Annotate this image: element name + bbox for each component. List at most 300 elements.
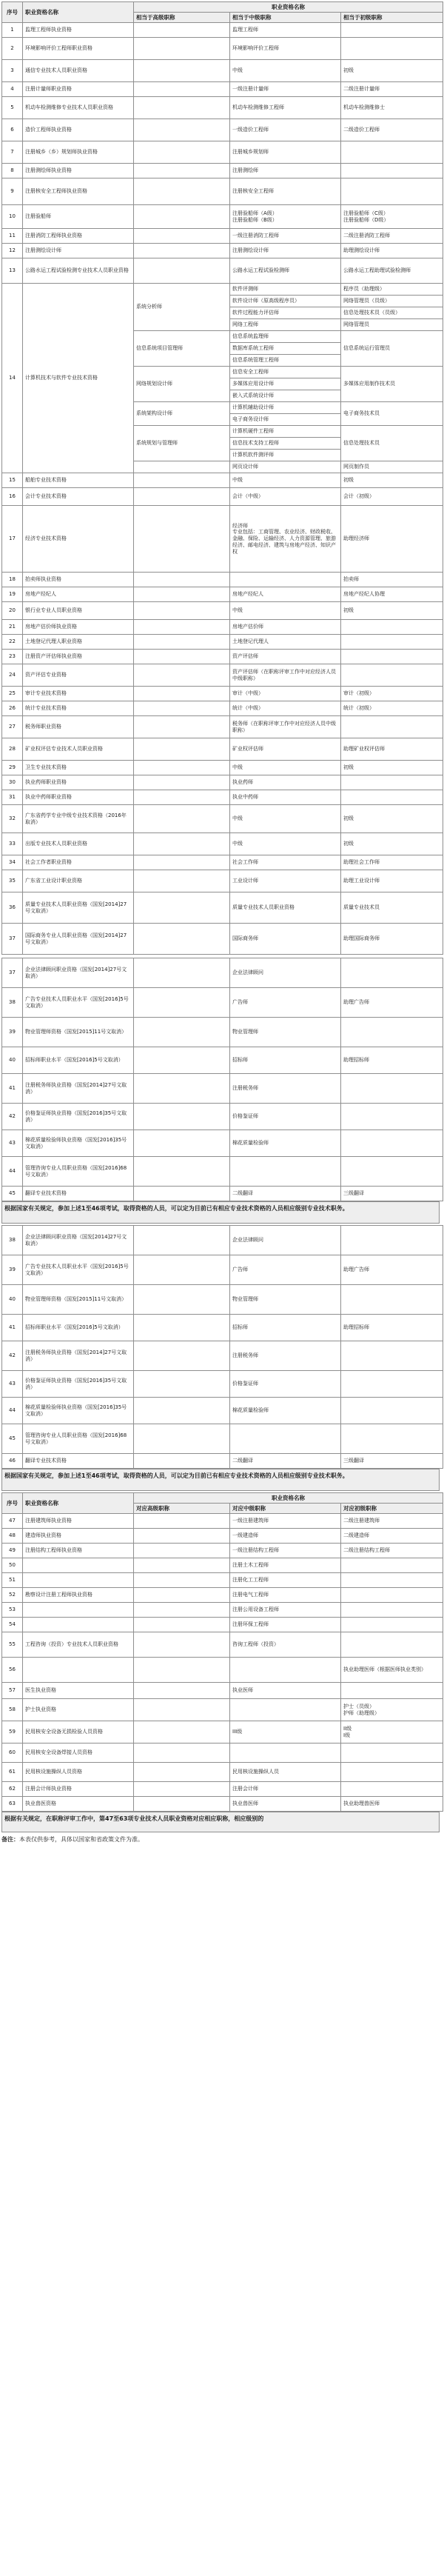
senior-title — [134, 988, 230, 1018]
junior-title: 审计（初级） — [341, 687, 443, 701]
junior-title — [341, 1398, 443, 1424]
senior-title — [134, 119, 230, 141]
junior-title — [341, 664, 443, 687]
qualification-name — [23, 1603, 134, 1618]
junior-title: 助理社会工作师 — [341, 855, 443, 870]
middle-title: 机动车检测维修工程师 — [230, 97, 341, 119]
qualification-name: 注册会计师执业资格 — [23, 1782, 134, 1797]
table-row — [2, 870, 443, 892]
row-number: 12 — [2, 244, 23, 258]
qualification-name: 医生执业资格 — [23, 1683, 134, 1699]
middle-title: 会计（中级） — [230, 488, 341, 506]
table-row — [2, 23, 443, 38]
junior-title: 执业助理兽医师 — [341, 1797, 443, 1812]
row-number: 41 — [2, 1315, 23, 1341]
senior-title — [134, 1797, 230, 1812]
middle-title — [230, 1157, 341, 1187]
junior-title — [341, 716, 443, 738]
qualification-name: 经济专业技术资格 — [23, 506, 134, 573]
qualification-name: 注册计量师职业资格 — [23, 82, 134, 97]
qualification-name: 会计专业技术资格 — [23, 488, 134, 506]
row-number: 6 — [2, 119, 23, 141]
table-row — [2, 506, 443, 573]
table-row — [2, 488, 443, 506]
middle-title: 价格鉴证师 — [230, 1371, 341, 1398]
row-number: 51 — [2, 1573, 23, 1588]
middle-title: 信息系统管理工程师 — [230, 355, 341, 367]
middle-title: 注册验船师（A级） 注册验船师（B级） — [230, 205, 341, 229]
middle-title: 电子商务设计师 — [230, 414, 341, 426]
qualification-table-registered — [1, 1492, 443, 1812]
row-number: 28 — [2, 738, 23, 761]
qualification-name: 广东省工业设计职业资格 — [23, 870, 134, 892]
table-row — [2, 1187, 443, 1201]
row-number: 15 — [2, 473, 23, 488]
qualification-name: 房地产经纪人 — [23, 587, 134, 602]
senior-title — [134, 892, 230, 924]
senior-title — [134, 1683, 230, 1699]
senior-title — [134, 924, 230, 955]
row-number: 11 — [2, 229, 23, 244]
row-number: 5 — [2, 97, 23, 119]
middle-title: 执业兽医师 — [230, 1797, 341, 1812]
middle-title: 计算机硬件工程师 — [230, 426, 341, 438]
middle-title: 棉花质量检验师 — [230, 1398, 341, 1424]
row-number: 44 — [2, 1157, 23, 1187]
middle-title: 资产评估师 — [230, 650, 341, 664]
senior-title — [134, 1763, 230, 1782]
middle-title: 一级建造师 — [230, 1529, 341, 1544]
senior-title: 系统架构设计师 — [134, 402, 230, 426]
middle-title: 网页设计师 — [230, 461, 341, 473]
qualification-name: 管理咨询专业人员职业资格（国发[2016]68号文取消） — [23, 1424, 134, 1454]
table-row — [2, 664, 443, 687]
table-row — [2, 761, 443, 775]
row-number: 56 — [2, 1658, 23, 1683]
junior-title: 质量专业技术员 — [341, 892, 443, 924]
senior-title — [134, 1573, 230, 1588]
junior-title: 信息系统运行管理员 — [341, 331, 443, 367]
junior-title — [341, 1744, 443, 1763]
table-row — [2, 97, 443, 119]
qualification-name: 企业法律顾问职业资格（国发[2014]27号文取消） — [23, 1226, 134, 1255]
senior-title — [134, 650, 230, 664]
row-number: 23 — [2, 650, 23, 664]
middle-title: 中级 — [230, 602, 341, 620]
middle-title: 软件设计师（原高级程序员） — [230, 296, 341, 307]
row-number: 31 — [2, 790, 23, 805]
qualification-name: 质量专业技术人员职业资格（国发[2014]27号文取消） — [23, 892, 134, 924]
senior-title — [134, 1187, 230, 1201]
junior-title — [341, 164, 443, 178]
cancelled-qualifications-table-b — [1, 1225, 443, 1469]
senior-title — [134, 461, 230, 473]
row-number: 3 — [2, 60, 23, 82]
middle-title: 二级翻译 — [230, 1187, 341, 1201]
table-row — [2, 1573, 443, 1588]
table-row — [2, 1371, 443, 1398]
table-row — [2, 164, 443, 178]
table-row — [2, 178, 443, 205]
row-number: 34 — [2, 855, 23, 870]
senior-title — [134, 602, 230, 620]
row-number: 8 — [2, 164, 23, 178]
row-number: 57 — [2, 1683, 23, 1699]
junior-title — [341, 958, 443, 988]
junior-title — [341, 1632, 443, 1658]
junior-title: 二级注册消防工程师 — [341, 229, 443, 244]
junior-title: 二级建造师 — [341, 1529, 443, 1544]
junior-title — [341, 1157, 443, 1187]
qualification-name: 物业管理师资格（国发[2015]11号文取消） — [23, 1285, 134, 1315]
junior-title: 助理广告师 — [341, 988, 443, 1018]
middle-title: 软件评测师 — [230, 284, 341, 296]
middle-title: 广告师 — [230, 988, 341, 1018]
row-number: 61 — [2, 1763, 23, 1782]
middle-title: 网络工程师 — [230, 319, 341, 331]
qualification-name: 机动车检测维修专业技术人员职业资格 — [23, 97, 134, 119]
row-number: 24 — [2, 664, 23, 687]
middle-title: 招标师 — [230, 1315, 341, 1341]
table-row — [2, 1558, 443, 1573]
table-row — [2, 38, 443, 60]
table-row — [2, 1074, 443, 1104]
table-row — [2, 1721, 443, 1744]
row-number: 25 — [2, 687, 23, 701]
table-row — [2, 1588, 443, 1603]
qualification-name: 价格鉴证师执业资格（国发[2016]35号文取消） — [23, 1371, 134, 1398]
footer-text: 本表仅供参考，具体以国家和省政策文件为准。 — [19, 1836, 144, 1843]
qualification-name: 注册消防工程师执业资格 — [23, 229, 134, 244]
row-number: 45 — [2, 1187, 23, 1201]
junior-title — [341, 178, 443, 205]
middle-title: 房地产经纪人 — [230, 587, 341, 602]
row-number: 41 — [2, 1074, 23, 1104]
junior-title: 助理国际商务师 — [341, 924, 443, 955]
row-number: 44 — [2, 1398, 23, 1424]
junior-title: 三级翻译 — [341, 1454, 443, 1469]
senior-title — [134, 1632, 230, 1658]
senior-title — [134, 1544, 230, 1558]
middle-title: 计算机软件测评师 — [230, 450, 341, 461]
row-number: 39 — [2, 1255, 23, 1285]
table-row — [2, 958, 443, 988]
row-number: 20 — [2, 602, 23, 620]
table-row — [2, 805, 443, 833]
cancelled-qualifications-table-a — [1, 958, 443, 1201]
senior-title — [134, 1315, 230, 1341]
middle-title: 棉花质量检验师 — [230, 1130, 341, 1157]
middle-title: 民用核设施操纵人员 — [230, 1763, 341, 1782]
qualification-name: 翻译专业技术资格 — [23, 1454, 134, 1469]
table-row — [2, 701, 443, 716]
senior-title — [134, 60, 230, 82]
row-number: 40 — [2, 1285, 23, 1315]
senior-title — [134, 178, 230, 205]
junior-title — [341, 650, 443, 664]
qualification-name: 注册税务师执业资格（国发[2014]27号文取消） — [23, 1341, 134, 1371]
table-row — [2, 587, 443, 602]
middle-title: 国际商务师 — [230, 924, 341, 955]
table-row — [2, 1529, 443, 1544]
table-row — [2, 738, 443, 761]
senior-title — [134, 805, 230, 833]
middle-title: 中级 — [230, 761, 341, 775]
footer-label: 备注： — [1, 1836, 19, 1843]
junior-title — [341, 1763, 443, 1782]
middle-title: 嵌入式系统设计师 — [230, 390, 341, 402]
row-number: 42 — [2, 1104, 23, 1130]
qualification-name: 资产评估专业资格 — [23, 664, 134, 687]
table-row — [2, 284, 443, 296]
senior-title — [134, 1744, 230, 1763]
row-number: 18 — [2, 573, 23, 587]
row-number: 54 — [2, 1618, 23, 1632]
table-row — [2, 602, 443, 620]
junior-title — [341, 1226, 443, 1255]
senior-title — [134, 833, 230, 855]
table-row — [2, 833, 443, 855]
middle-title: 一级注册结构工程师 — [230, 1544, 341, 1558]
row-number: 59 — [2, 1721, 23, 1744]
middle-title: 统计（中级） — [230, 701, 341, 716]
middle-title: 中级 — [230, 60, 341, 82]
junior-title: 电子商务技术员 — [341, 402, 443, 426]
senior-title — [134, 1018, 230, 1047]
junior-title: 信息处理技术员 — [341, 426, 443, 461]
qualification-name: 价格鉴证师执业资格（国发[2016]35号文取消） — [23, 1104, 134, 1130]
junior-title — [341, 635, 443, 650]
junior-title — [341, 1341, 443, 1371]
qualification-name: 护士执业资格 — [23, 1699, 134, 1721]
qualification-name: 银行业专业人员职业资格 — [23, 602, 134, 620]
middle-title: 多媒体应用设计师 — [230, 378, 341, 390]
senior-title — [134, 1074, 230, 1104]
row-number: 43 — [2, 1130, 23, 1157]
table-row — [2, 573, 443, 587]
row-number: 55 — [2, 1632, 23, 1658]
junior-title — [341, 1683, 443, 1699]
table-row — [2, 1797, 443, 1812]
junior-title: 助理招标师 — [341, 1315, 443, 1341]
senior-title — [134, 1588, 230, 1603]
junior-title: 二级注册计量师 — [341, 82, 443, 97]
senior-title — [134, 141, 230, 164]
junior-title — [341, 1573, 443, 1588]
junior-title — [341, 1618, 443, 1632]
row-number: 60 — [2, 1744, 23, 1763]
table-body — [2, 1226, 443, 1469]
row-number: 45 — [2, 1424, 23, 1454]
junior-title — [341, 1371, 443, 1398]
header-junior: 对应初级职称 — [341, 1504, 443, 1514]
middle-title: 信息安全工程师 — [230, 367, 341, 378]
table-row — [2, 1658, 443, 1683]
row-number: 10 — [2, 205, 23, 229]
middle-title: 公路水运工程试验检测师 — [230, 258, 341, 284]
header-middle: 相当于中级职称 — [230, 13, 341, 23]
qualification-name: 注册测绘师执业资格 — [23, 164, 134, 178]
table-row — [2, 1544, 443, 1558]
junior-title: 初级 — [341, 805, 443, 833]
qualification-name: 执业中药师职业资格 — [23, 790, 134, 805]
senior-title — [134, 1424, 230, 1454]
row-number: 62 — [2, 1782, 23, 1797]
qualification-name: 广东省药学专业中级专业技术资格（2016年取消） — [23, 805, 134, 833]
header-junior: 相当于初级职称 — [341, 13, 443, 23]
row-number: 33 — [2, 833, 23, 855]
senior-title — [134, 1047, 230, 1074]
senior-title — [134, 1130, 230, 1157]
senior-title: 系统分析师 — [134, 284, 230, 331]
senior-title — [134, 1699, 230, 1721]
qualification-name: 拍卖师执业资格 — [23, 573, 134, 587]
junior-title: 执业助理医师（根据医师执业类别） — [341, 1658, 443, 1683]
junior-title: 二级注册结构工程师 — [341, 1544, 443, 1558]
senior-title — [134, 1454, 230, 1469]
qualification-name: 民用核安全设备焊接人员资格 — [23, 1744, 134, 1763]
table-row — [2, 1341, 443, 1371]
middle-title: 软件过程能力评估师 — [230, 307, 341, 319]
row-number: 22 — [2, 635, 23, 650]
senior-title — [134, 1255, 230, 1285]
row-number: 47 — [2, 1514, 23, 1529]
row-number: 58 — [2, 1699, 23, 1721]
middle-title: 物业管理师 — [230, 1285, 341, 1315]
qualification-name: 计算机技术与软件专业技术资格 — [23, 284, 134, 473]
junior-title — [341, 620, 443, 635]
qualification-name: 广告专业技术人员职业水平（国发[2016]5号文取消） — [23, 988, 134, 1018]
qualification-name: 执业兽医资格 — [23, 1797, 134, 1812]
qualification-name: 注册资产评估师执业资格 — [23, 650, 134, 664]
qualification-name: 统计专业技术资格 — [23, 701, 134, 716]
junior-title: 程序员（助理级） — [341, 284, 443, 296]
row-number: 48 — [2, 1529, 23, 1544]
senior-title: 网络规划设计师 — [134, 367, 230, 402]
senior-title — [134, 687, 230, 701]
qualification-name: 注册测绘设计师 — [23, 244, 134, 258]
junior-title — [341, 1782, 443, 1797]
middle-title: 注册土木工程师 — [230, 1558, 341, 1573]
qualification-name: 注册城乡（乡）规划师执业资格 — [23, 141, 134, 164]
header-group: 职业资格名称 — [134, 2, 443, 13]
middle-title — [230, 1744, 341, 1763]
middle-title: 注册测绘师 — [230, 164, 341, 178]
senior-title — [134, 738, 230, 761]
qualification-name: 通信专业技术人员职业资格 — [23, 60, 134, 82]
table-row — [2, 1632, 443, 1658]
qualification-name: 棉花质量检验师执业资格（国发[2016]35号文取消） — [23, 1130, 134, 1157]
notice-text-c: 根据有关规定，在职称评审工作中，第47至63项专业技术人员职业资格对应相应职称，相应级别的 — [1, 1812, 440, 1832]
table-row — [2, 1226, 443, 1255]
table-row — [2, 1104, 443, 1130]
middle-title: 数据库系统工程师 — [230, 343, 341, 355]
qualification-name: 勘察设计注册工程师执业资格 — [23, 1588, 134, 1603]
junior-title — [341, 1285, 443, 1315]
middle-title: 一级注册建筑师 — [230, 1514, 341, 1529]
table-row — [2, 119, 443, 141]
qualification-name: 注册验船师 — [23, 205, 134, 229]
table-row — [2, 892, 443, 924]
middle-title: 二级翻译 — [230, 1454, 341, 1469]
table-row — [2, 988, 443, 1018]
junior-title: 三级翻译 — [341, 1187, 443, 1201]
qualification-name: 船舶专业技术资格 — [23, 473, 134, 488]
junior-title — [341, 23, 443, 38]
row-number: 7 — [2, 141, 23, 164]
qualification-name: 土地登记代理人职业资格 — [23, 635, 134, 650]
middle-title: 注册会计师 — [230, 1782, 341, 1797]
row-number: 21 — [2, 620, 23, 635]
senior-title — [134, 1514, 230, 1529]
middle-title — [230, 1658, 341, 1683]
junior-title — [341, 775, 443, 790]
junior-title: 二级造价工程师 — [341, 119, 443, 141]
qualification-name: 出版专业技术人员职业资格 — [23, 833, 134, 855]
senior-title — [134, 488, 230, 506]
junior-title: 网页制作员 — [341, 461, 443, 473]
table-row — [2, 1130, 443, 1157]
notice-text-b: 根据国家有关规定，参加上述1至46项考试，取得资格的人员，可以定为目前已有相应专业技术资格的人员相应级别专业技术职务。 — [1, 1469, 440, 1491]
middle-title: 注册电气工程师 — [230, 1588, 341, 1603]
table-body — [2, 1514, 443, 1812]
senior-title — [134, 1371, 230, 1398]
junior-title — [341, 790, 443, 805]
senior-title — [134, 790, 230, 805]
middle-title: 价格鉴证师 — [230, 1104, 341, 1130]
senior-title — [134, 164, 230, 178]
middle-title — [230, 573, 341, 587]
middle-title: 注册城乡规划师 — [230, 141, 341, 164]
middle-title: 税务师（在职称评审工作中对应经济人员中级职称） — [230, 716, 341, 738]
senior-title — [134, 1558, 230, 1573]
qualification-name: 矿业权评估专业技术人员职业资格 — [23, 738, 134, 761]
footer-note — [1, 1835, 440, 1844]
senior-title: 信息系统项目管理师 — [134, 331, 230, 367]
qualification-name: 工程咨询（投资）专业技术人员职业资格 — [23, 1632, 134, 1658]
senior-title — [134, 244, 230, 258]
middle-title: 中级 — [230, 833, 341, 855]
middle-title: 注册测绘设计师 — [230, 244, 341, 258]
senior-title — [134, 1104, 230, 1130]
table-row — [2, 229, 443, 244]
junior-title — [341, 38, 443, 60]
row-number: 43 — [2, 1371, 23, 1398]
row-number: 49 — [2, 1544, 23, 1558]
table-row — [2, 82, 443, 97]
table-row — [2, 620, 443, 635]
row-number: 14 — [2, 284, 23, 473]
header-no: 序号 — [2, 1493, 23, 1514]
row-number: 36 — [2, 892, 23, 924]
junior-title — [341, 1130, 443, 1157]
middle-title: 信息系统监理师 — [230, 331, 341, 343]
row-number: 50 — [2, 1558, 23, 1573]
senior-title — [134, 1529, 230, 1544]
table-row — [2, 1157, 443, 1187]
middle-title: 注册税务师 — [230, 1341, 341, 1371]
junior-title: 网络管理员（员级） — [341, 296, 443, 307]
junior-title: II级 I级 — [341, 1721, 443, 1744]
row-number: 63 — [2, 1797, 23, 1812]
table-row — [2, 716, 443, 738]
row-number: 26 — [2, 701, 23, 716]
middle-title: 执业药师 — [230, 775, 341, 790]
middle-title: 企业法律顾问 — [230, 1226, 341, 1255]
row-number: 38 — [2, 988, 23, 1018]
middle-title: 中级 — [230, 473, 341, 488]
middle-title: 一级造价工程师 — [230, 119, 341, 141]
